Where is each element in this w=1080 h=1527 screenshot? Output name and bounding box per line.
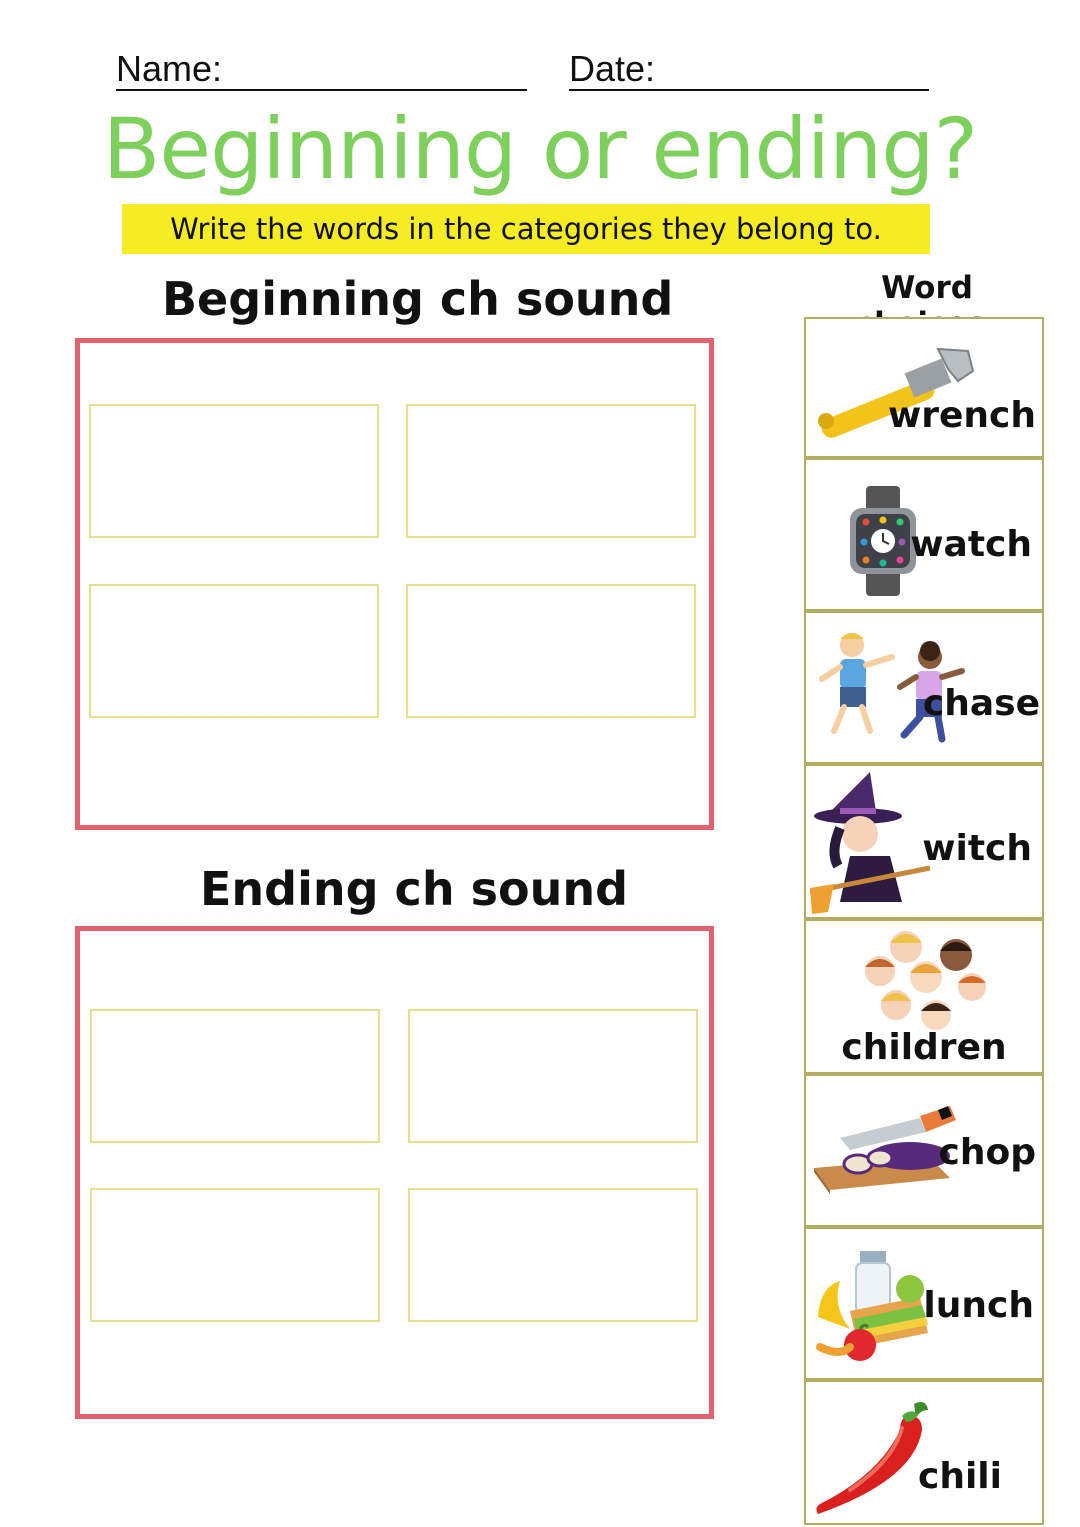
word-card-label: chase xyxy=(922,683,1040,724)
word-card-chili[interactable] xyxy=(804,1380,1044,1525)
word-card-label: chili xyxy=(918,1456,1002,1497)
witch-icon xyxy=(810,772,940,918)
word-card-watch[interactable] xyxy=(804,458,1044,611)
beginning-slot-4[interactable] xyxy=(406,584,696,718)
date-label: Date: xyxy=(569,48,656,89)
word-card-lunch[interactable] xyxy=(804,1227,1044,1380)
beginning-section-heading: Beginning ch sound xyxy=(162,272,674,326)
word-card-label: wrench xyxy=(887,395,1036,436)
ending-slot-3[interactable] xyxy=(90,1188,380,1322)
ending-sound-box xyxy=(75,926,714,1419)
beginning-slot-3[interactable] xyxy=(89,584,379,718)
children-group-icon xyxy=(856,925,996,1037)
ending-slot-2[interactable] xyxy=(408,1009,698,1143)
name-label: Name: xyxy=(116,48,223,89)
chopping-board-icon xyxy=(810,1098,960,1198)
page-title: Beginning or ending? xyxy=(102,100,978,198)
ending-section-heading: Ending ch sound xyxy=(200,862,628,916)
instruction-banner xyxy=(122,204,930,254)
word-card-chase[interactable] xyxy=(804,611,1044,764)
word-card-children[interactable] xyxy=(804,919,1044,1074)
word-card-label: witch xyxy=(922,828,1032,869)
word-card-wrench[interactable] xyxy=(804,317,1044,458)
word-card-label: lunch xyxy=(923,1285,1034,1326)
beginning-slot-2[interactable] xyxy=(406,404,696,538)
ending-slot-4[interactable] xyxy=(408,1188,698,1322)
word-card-chop[interactable] xyxy=(804,1074,1044,1227)
word-card-label: chop xyxy=(938,1132,1036,1173)
date-field[interactable] xyxy=(569,89,929,91)
word-card-witch[interactable] xyxy=(804,764,1044,919)
ending-slot-1[interactable] xyxy=(90,1009,380,1143)
lunch-food-icon xyxy=(810,1247,940,1363)
watch-icon xyxy=(846,486,920,596)
name-field[interactable] xyxy=(116,89,527,91)
instruction-text: Write the words in the categories they belong to. xyxy=(170,212,882,246)
beginning-slot-1[interactable] xyxy=(89,404,379,538)
word-choices-label: Word xyxy=(881,270,973,306)
chili-pepper-icon xyxy=(810,1390,940,1520)
word-card-label: watch xyxy=(910,524,1032,565)
word-card-label: children xyxy=(841,1027,1007,1068)
